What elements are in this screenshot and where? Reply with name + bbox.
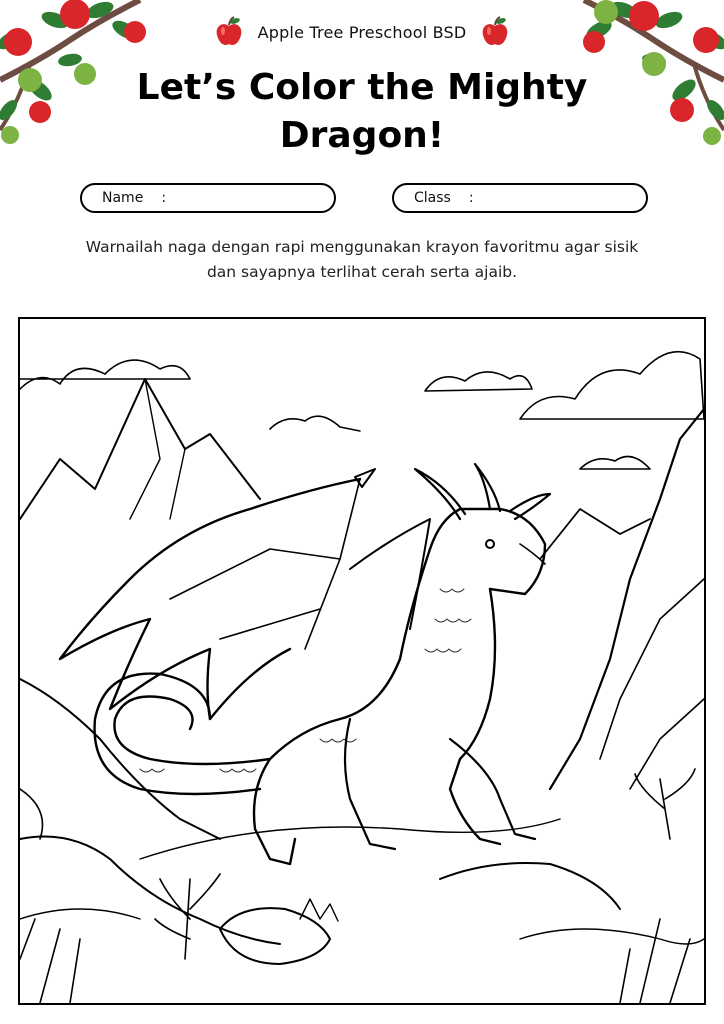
instructions-text: Warnailah naga dengan rapi menggunakan krayon favoritmu agar sisik dan sayapnya terlihat cerah serta ajaib.: [85, 238, 639, 281]
name-separator: :: [161, 190, 167, 206]
school-header: [0, 16, 724, 48]
apple-icon: [480, 16, 510, 48]
class-separator: :: [468, 190, 474, 206]
school-name: Apple Tree Preschool BSD: [257, 22, 467, 42]
class-field[interactable]: [392, 183, 648, 213]
page-title: Let’s Color the Mighty Dragon!: [136, 67, 588, 156]
name-field[interactable]: [80, 183, 336, 213]
dragon-line-art: [20, 319, 704, 1003]
apple-icon: [214, 16, 244, 48]
name-label: Name: [102, 190, 144, 206]
coloring-page-illustration: [18, 317, 706, 1005]
class-label: Class: [414, 190, 451, 206]
